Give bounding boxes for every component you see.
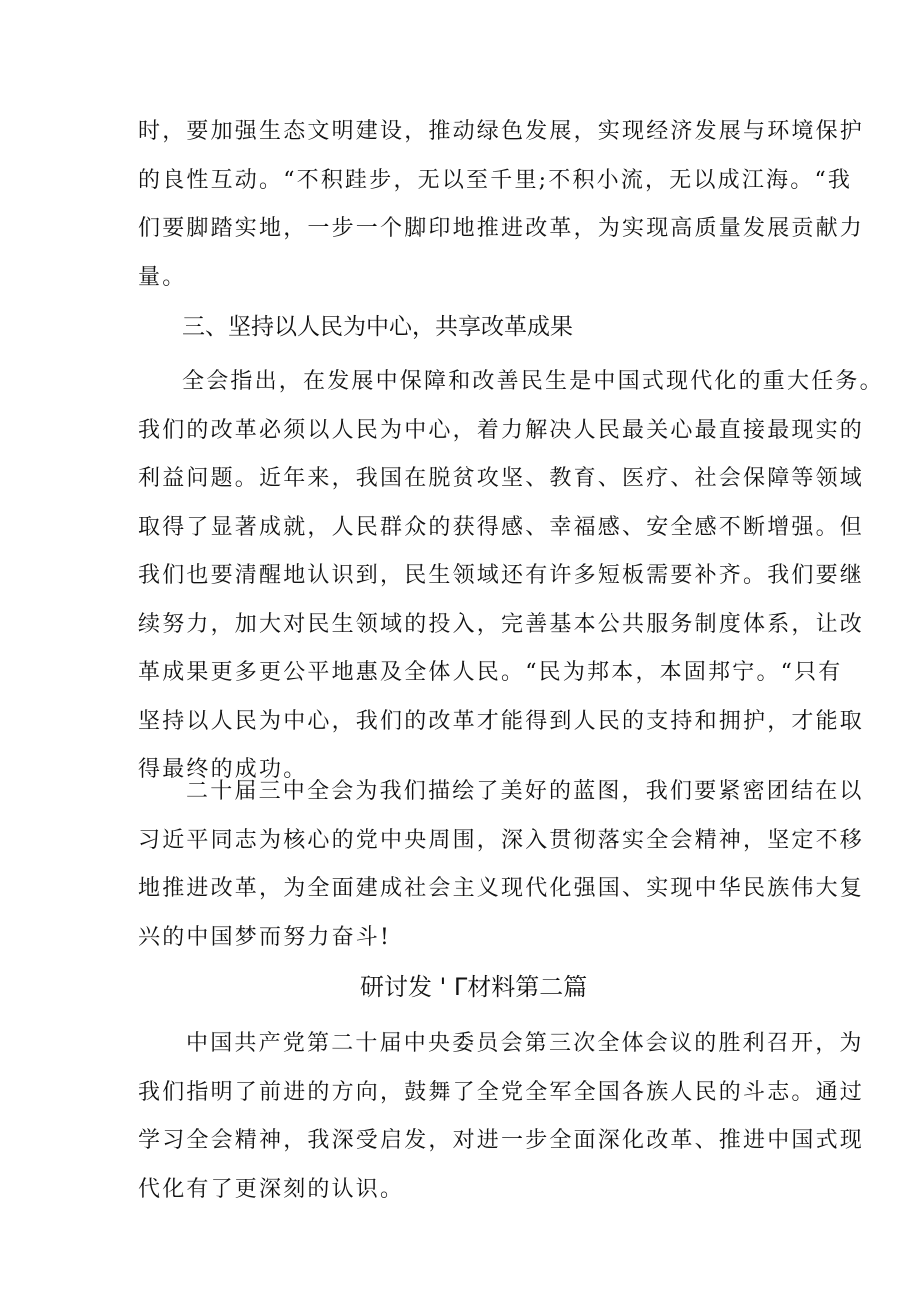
text-line: 我们也要清醒地认识到，民生领域还有许多短板需要补齐。我们要继	[138, 563, 865, 588]
text-line: 地推进改革，为全面建成社会主义现代化强国、实现中华民族伟大复	[138, 876, 865, 901]
paragraph-intro	[138, 108, 865, 302]
text-line: 的良性互动。“不积跬步，无以至千里;不积小流，无以成江海。“我	[138, 167, 853, 193]
text-line: 兴的中国梦而努力奋斗!	[138, 924, 392, 950]
paragraph-second	[138, 1020, 865, 1214]
text-line: 坚持以人民为中心，我们的改革才能得到人民的支持和拥护，才能取	[138, 708, 865, 734]
text-line: 习近平同志为核心的党中央周围，深入贯彻落实全会精神，坚定不移	[138, 827, 865, 853]
text-line: 二十届三中全会为我们描绘了美好的蓝图，我们要紧密团结在以	[186, 779, 864, 804]
text-line: 利益问题。近年来，我国在脱贫攻坚、教育、医疗、社会保障等领域	[138, 466, 865, 491]
text-line: 我们指明了前进的方向，鼓舞了全党全军全国各族人民的斗志。通过	[138, 1079, 865, 1105]
text-line: 我们的改革必须以人民为中心，着力解决人民最关心最直接最现实的	[138, 417, 865, 443]
text-line: 们要脚踏实地，一步一个脚印地推进改革，为实现高质量发展贡献力	[138, 216, 865, 241]
document-title: 研讨发 ' Γ材料第二篇	[360, 973, 588, 1001]
text-line: 学习全会精神，我深受启发，对进一步全面深化改革、推进中国式现	[138, 1128, 865, 1153]
paragraph-conclusion	[138, 768, 865, 962]
text-line: 时，要加强生态文明建设，推动绿色发展，实现经济发展与环境保护	[138, 119, 865, 144]
text-line: 代化有了更深刻的认识。	[138, 1176, 405, 1202]
text-line: 量。	[138, 264, 187, 290]
text-line: 得最终的成功。	[138, 757, 308, 782]
text-line: 全会指出，在发展中保障和改善民生是中国式现代化的重大任务。	[182, 369, 884, 394]
section-heading: 三、坚持以人民为中心，共享改革成果	[182, 314, 573, 340]
text-line: 革成果更多更公平地惠及全体人民。“民为邦本，本固邦宁。“只有	[138, 660, 843, 685]
text-line: 取得了显著成就，人民群众的获得感、幸福感、安全感不断增强。但	[138, 514, 865, 540]
text-line: 中国共产党第二十届中央委员会第三次全体会议的胜利召开，为	[186, 1031, 864, 1056]
paragraph-people	[138, 358, 884, 795]
text-line: 续努力，加大对民生领域的投入，完善基本公共服务制度体系，让改	[138, 611, 865, 637]
